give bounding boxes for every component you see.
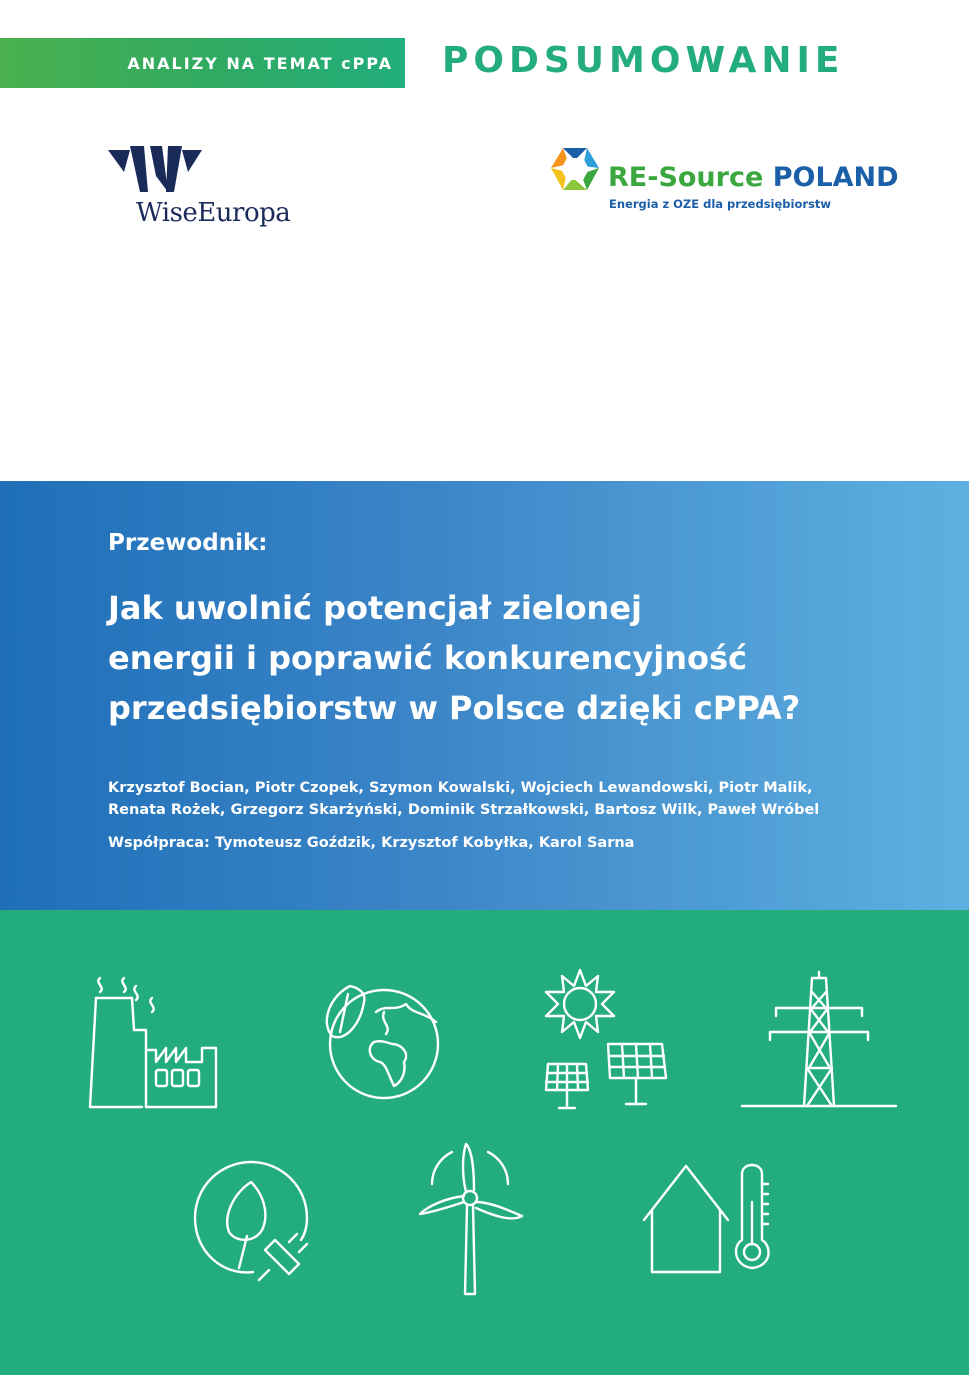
power-pylon-icon bbox=[742, 972, 898, 1112]
collaboration: Współpraca: Tymoteusz Goździk, Krzysztof Kobyłka, Karol Sarna bbox=[108, 835, 635, 851]
resource-name-part2: POLAND bbox=[772, 162, 899, 193]
author-line: Krzysztof Bocian, Piotr Czopek, Szymon Kowalski, Wojciech Lewandowski, Piotr Malik, bbox=[108, 780, 813, 796]
resource-poland-name bbox=[608, 162, 899, 193]
series-banner bbox=[0, 38, 405, 88]
guide-label: Przewodnik: bbox=[108, 530, 268, 556]
earth-leaf-icon bbox=[320, 982, 450, 1102]
solar-panels-icon bbox=[540, 968, 670, 1114]
house-thermometer-icon bbox=[642, 1162, 772, 1278]
authors bbox=[108, 777, 908, 821]
resource-poland-logo bbox=[551, 146, 599, 196]
eco-plug-icon bbox=[193, 1160, 311, 1280]
wiseeuropa-w-icon bbox=[108, 146, 204, 194]
wiseeuropa-name: WiseEuropa bbox=[136, 198, 291, 228]
title-line: Jak uwolnić potencjał zielonej bbox=[108, 589, 642, 627]
factory-icon bbox=[86, 970, 222, 1112]
series-label: ANALIZY NA TEMAT cPPA bbox=[127, 53, 393, 73]
author-line: Renata Rożek, Grzegorz Skarżyński, Dominik Strzałkowski, Bartosz Wilk, Paweł Wróbel bbox=[108, 802, 820, 818]
section-title: PODSUMOWANIE bbox=[442, 40, 845, 81]
hexagon-logo-icon bbox=[551, 146, 599, 192]
resource-tagline: Energia z OZE dla przedsiębiorstw bbox=[609, 197, 831, 211]
wind-turbine-icon bbox=[418, 1140, 524, 1298]
title-line: energii i poprawić konkurencyjność bbox=[108, 639, 747, 677]
resource-name-part1: RE-Source bbox=[608, 162, 764, 193]
title-line: przedsiębiorstw w Polsce dzięki cPPA? bbox=[108, 689, 801, 727]
document-title bbox=[108, 583, 888, 733]
